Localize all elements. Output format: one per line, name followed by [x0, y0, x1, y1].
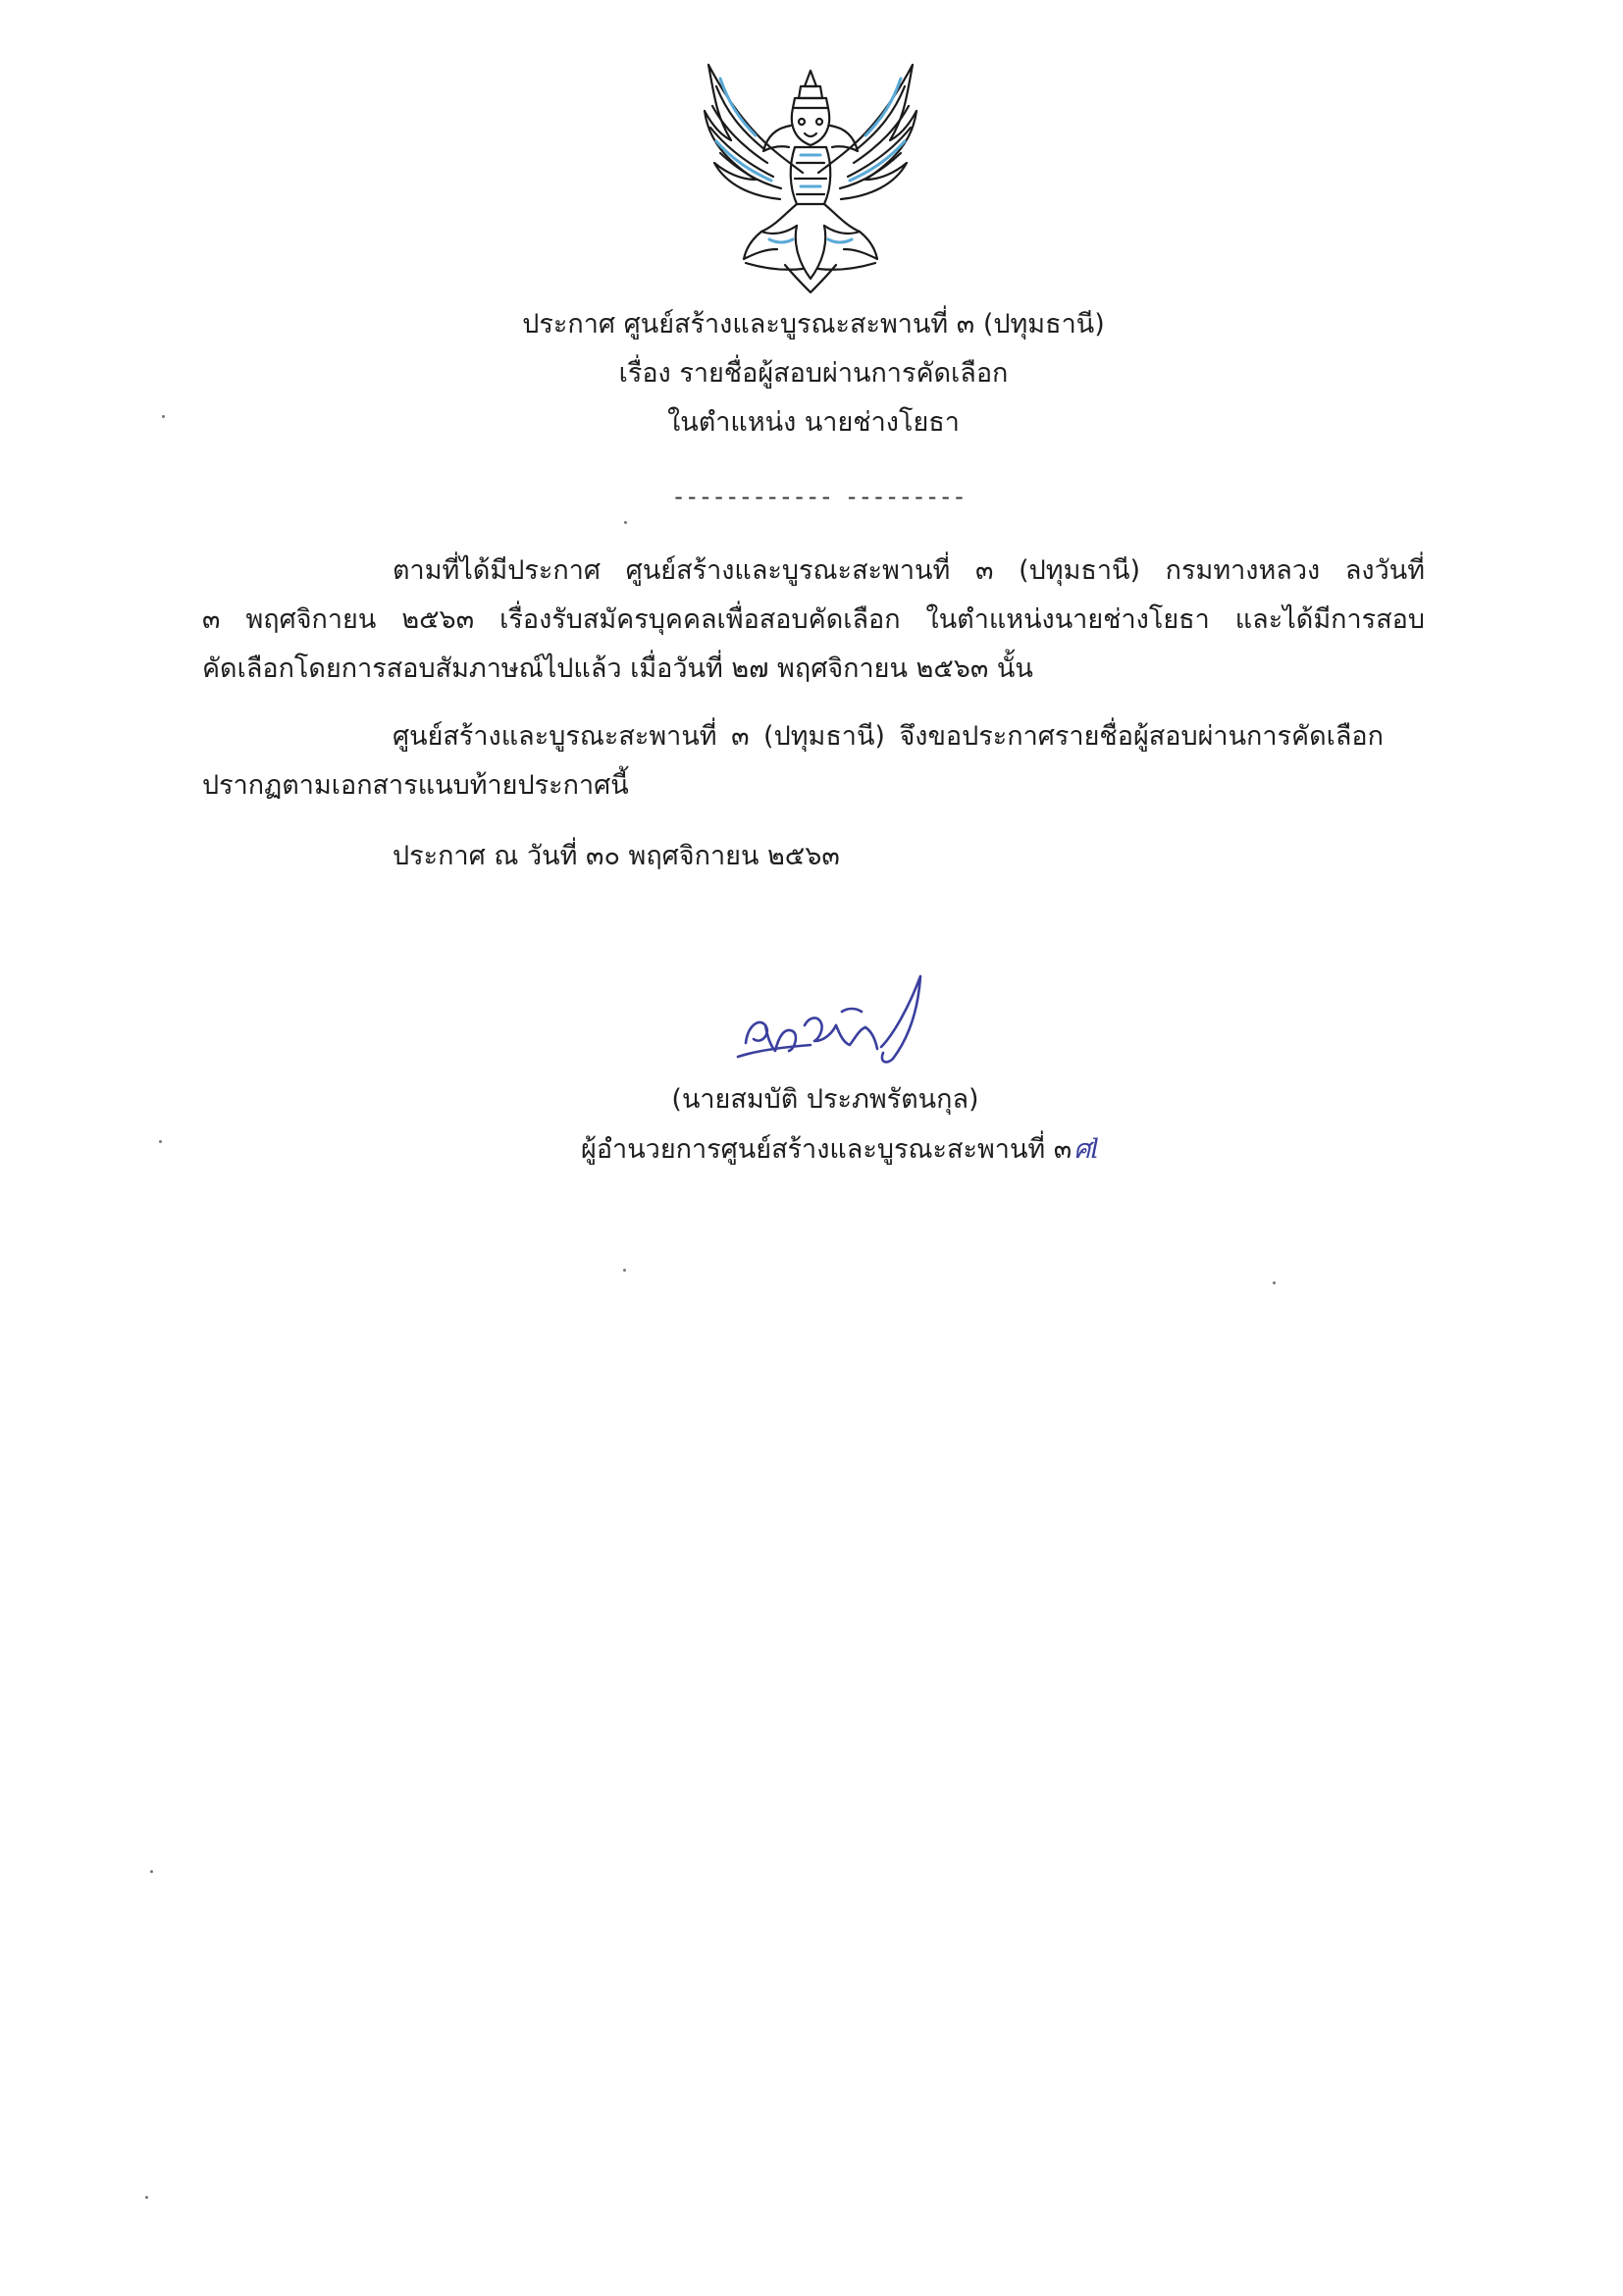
- paragraph-1-line-2: ๓ พฤศจิกายน ๒๕๖๓ เรื่องรับสมัครบุคคลเพื่อสอบคัดเลือก ในตำแหน่งนายช่างโยธา และได้มีการสอบ: [202, 604, 1425, 635]
- scan-speck: [1273, 1281, 1276, 1284]
- heading-separator: ------------ ---------: [674, 483, 969, 510]
- paragraph-1-line-3: คัดเลือกโดยการสอบสัมภาษณ์ไปแล้ว เมื่อวันที่ ๒๗ พฤศจิกายน ๒๕๖๓ นั้น: [202, 653, 1033, 684]
- paragraph-1-line-1: ตามที่ได้มีประกาศ ศูนย์สร้างและบูรณะสะพานที่ ๓ (ปทุมธานี) กรมทางหลวง ลงวันที่: [393, 555, 1425, 586]
- announcement-date: ประกาศ ณ วันที่ ๓๐ พฤศจิกายน ๒๕๖๓: [393, 841, 840, 871]
- handwritten-initials: ศl: [1073, 1134, 1100, 1165]
- announcement-subject: เรื่อง รายชื่อผู้สอบผ่านการคัดเลือก: [618, 358, 1009, 389]
- announcement-title: ประกาศ ศูนย์สร้างและบูรณะสะพานที่ ๓ (ปทุมธานี): [522, 309, 1105, 339]
- paragraph-2-line-2: ปรากฏตามเอกสารแนบท้ายประกาศนี้: [202, 770, 629, 801]
- announcement-position: ในตำแหน่ง นายช่างโยธา: [667, 407, 960, 438]
- signatory-title-row: [581, 1130, 1099, 1170]
- scan-speck: [150, 1870, 153, 1873]
- paragraph-2-line-1: ศูนย์สร้างและบูรณะสะพานที่ ๓ (ปทุมธานี) จึงขอประกาศรายชื่อผู้สอบผ่านการคัดเลือก: [393, 721, 1384, 752]
- signatory-title: ผู้อำนวยการศูนย์สร้างและบูรณะสะพานที่ ๓: [581, 1134, 1073, 1165]
- garuda-emblem-icon: [687, 57, 934, 297]
- scan-speck: [162, 415, 165, 418]
- scan-speck: [145, 2196, 148, 2199]
- scan-speck: [159, 1140, 162, 1143]
- scan-speck: [624, 521, 627, 524]
- handwritten-signature: [726, 966, 952, 1074]
- signatory-name: (นายสมบัติ ประภพรัตนกุล): [671, 1084, 979, 1115]
- scan-speck: [623, 1269, 626, 1272]
